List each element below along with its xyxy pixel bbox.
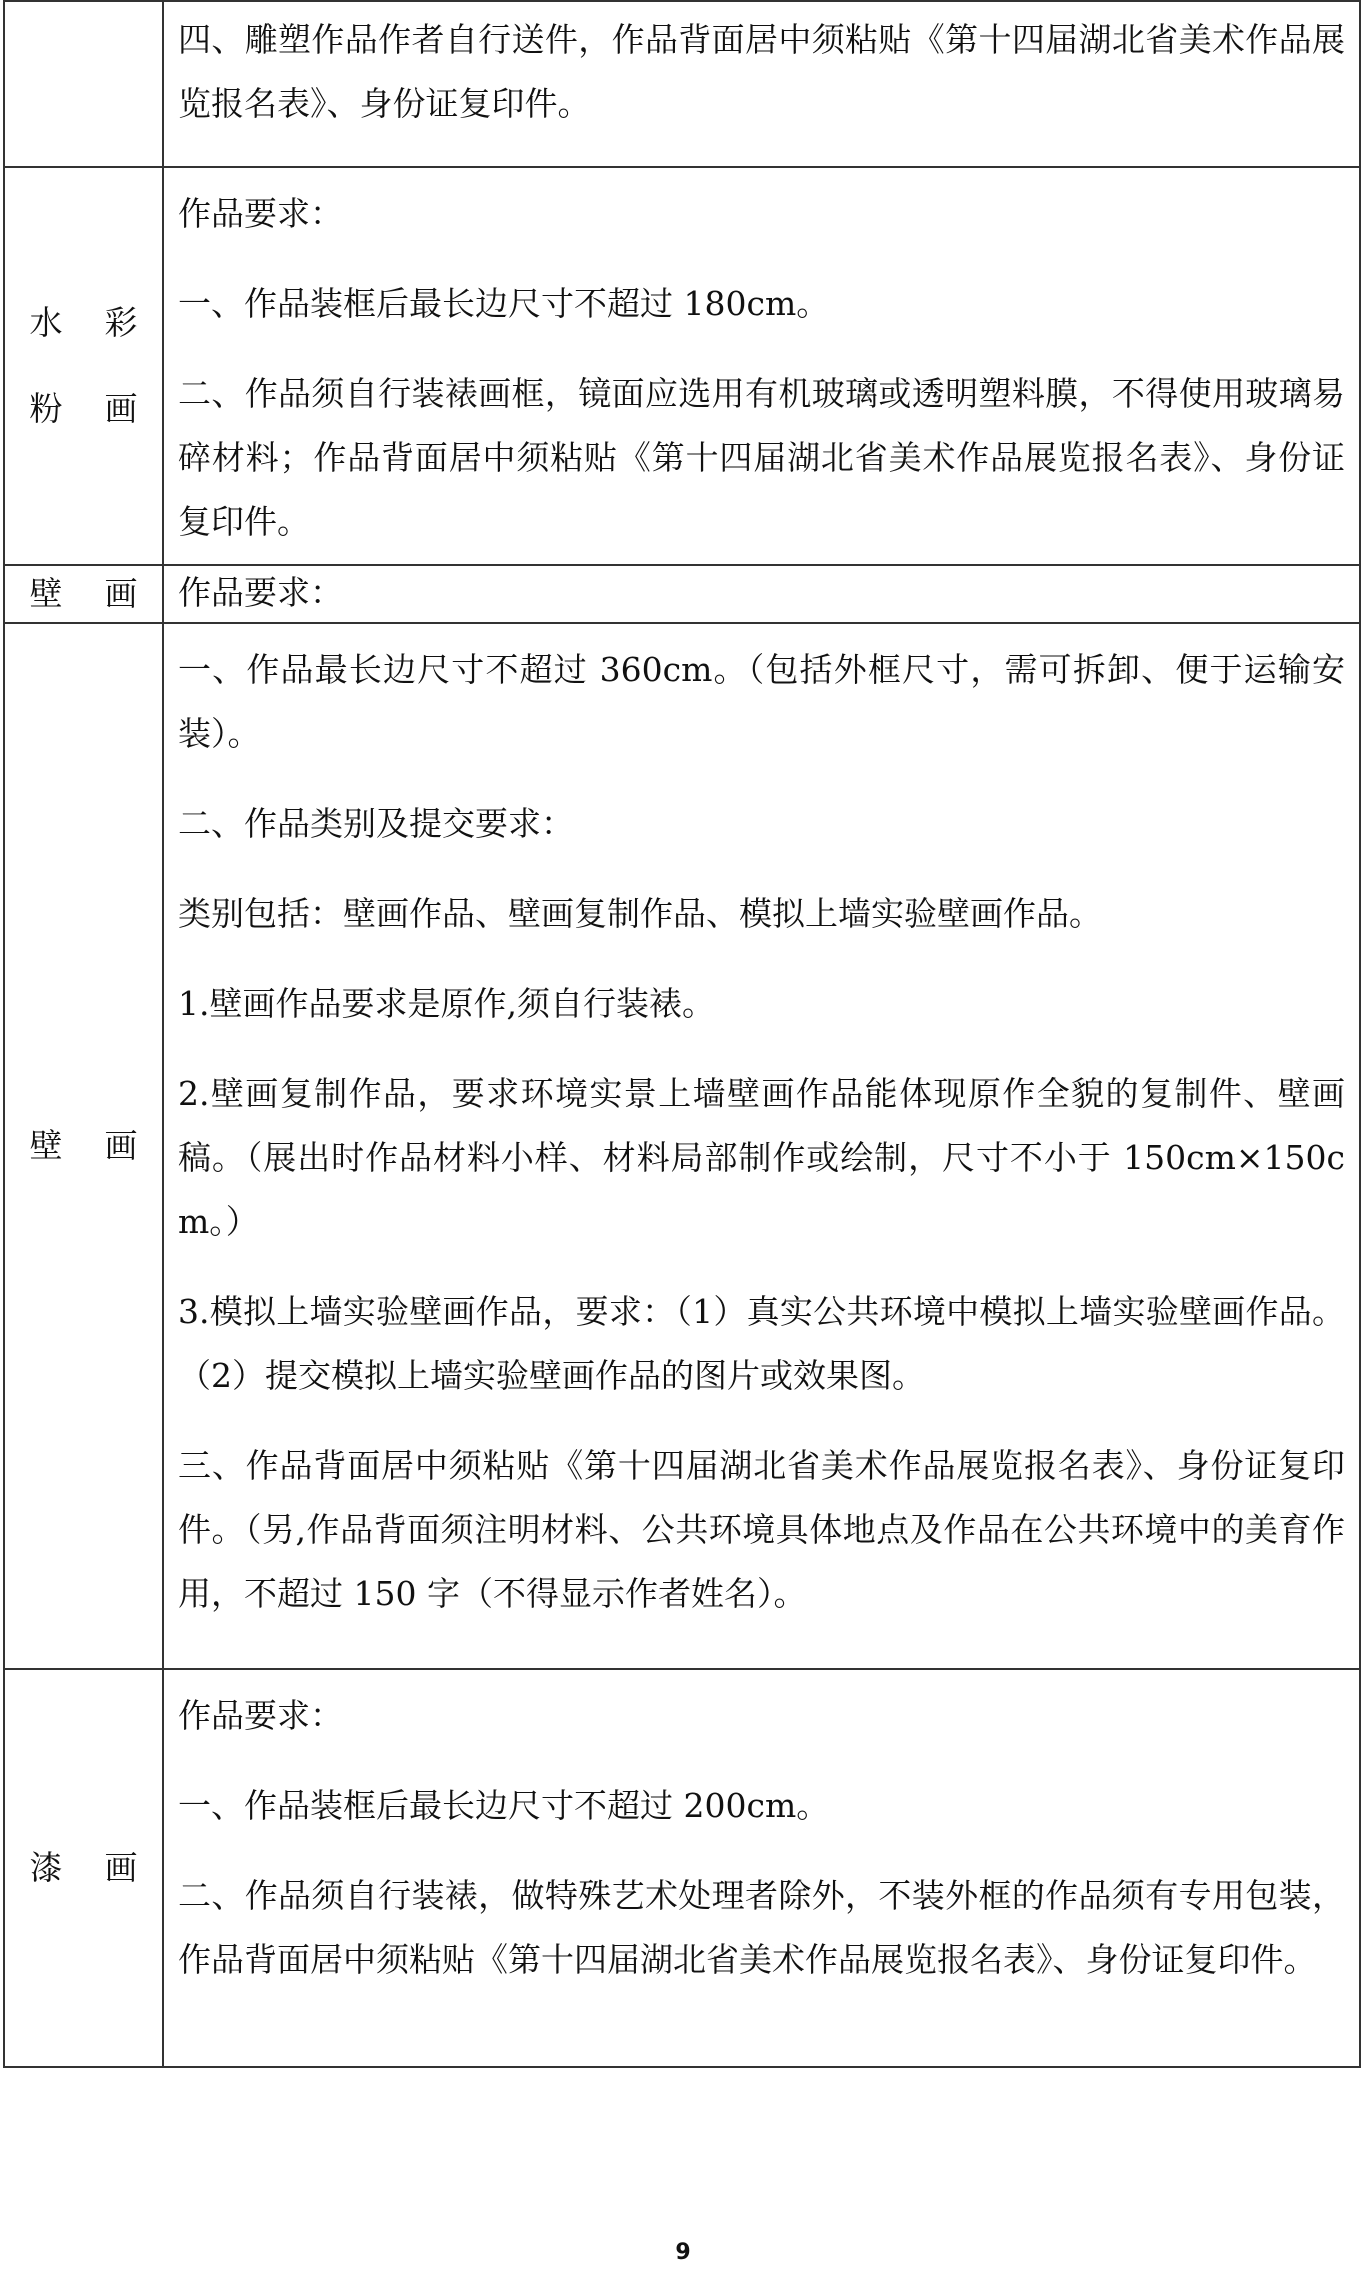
table-row (4, 1, 1360, 167)
category-cell (4, 1, 163, 167)
category-label: 壁画 (29, 574, 180, 613)
paragraph: 二、作品须自行装裱画框，镜面应选用有机玻璃或透明塑料膜，不得使用玻璃易碎材料；作品背面居中须粘贴《第十四届湖北省美术作品展览报名表》、身份证复印件。 (178, 374, 1345, 541)
category-cell (4, 565, 180, 623)
content-cell (163, 1669, 1360, 2067)
category-label: 水彩 (29, 303, 180, 342)
paragraph: 作品要求： (178, 573, 343, 612)
paragraph: 一、作品最长边尺寸不超过 360cm。（包括外框尺寸，需可拆卸、便于运输安装）。 (178, 650, 1345, 753)
paragraph: 四、雕塑作品作者自行送件，作品背面居中须粘贴《第十四届湖北省美术作品展览报名表》、身份证复印件。 (178, 20, 1345, 123)
paragraph: 作品要求： (178, 194, 343, 233)
category-label: 粉画 (29, 389, 180, 428)
paragraph: 二、作品须自行装裱，做特殊艺术处理者除外，不装外框的作品须有专用包装，作品背面居中须粘贴《第十四届湖北省美术作品展览报名表》、身份证复印件。 (178, 1876, 1345, 1979)
category-label: 漆画 (29, 1848, 180, 1887)
paragraph: 3.模拟上墙实验壁画作品，要求：（1）真实公共环境中模拟上墙实验壁画作品。（2）提交模拟上墙实验壁画作品的图片或效果图。 (178, 1292, 1345, 1395)
content-cell (163, 565, 1360, 623)
paragraph: 三、作品背面居中须粘贴《第十四届湖北省美术作品展览报名表》、身份证复印件。（另,作品背面须注明材料、公共环境具体地点及作品在公共环境中的美育作用，不超过 150 字（不得显示作者姓名）。 (178, 1446, 1345, 1613)
paragraph: 一、作品装框后最长边尺寸不超过 200cm。 (178, 1786, 830, 1825)
table-row (4, 167, 1360, 565)
content-cell (163, 167, 1360, 565)
page-number: 9 (675, 2240, 691, 2265)
table-row (4, 623, 1360, 1669)
paragraph: 类别包括：壁画作品、壁画复制作品、模拟上墙实验壁画作品。 (178, 894, 1102, 933)
paragraph: 2.壁画复制作品，要求环境实景上墙壁画作品能体现原作全貌的复制件、壁画稿。（展出时作品材料小样、材料局部制作或绘制，尺寸不小于 150cm×150cm。） (178, 1074, 1345, 1241)
paragraph: 作品要求： (178, 1696, 343, 1735)
category-cell (4, 1669, 180, 2067)
table-row (4, 565, 1360, 623)
paragraph: 一、作品装框后最长边尺寸不超过 180cm。 (178, 284, 830, 323)
paragraph: 1.壁画作品要求是原作,须自行装裱。 (178, 984, 715, 1023)
requirements-table (3, 0, 1361, 2068)
paragraph: 二、作品类别及提交要求： (178, 804, 574, 843)
content-cell (163, 623, 1360, 1669)
category-cell (4, 623, 180, 1669)
content-cell (163, 1, 1360, 167)
table-row (4, 1669, 1360, 2067)
category-cell (4, 167, 180, 565)
category-label: 壁画 (29, 1126, 180, 1165)
